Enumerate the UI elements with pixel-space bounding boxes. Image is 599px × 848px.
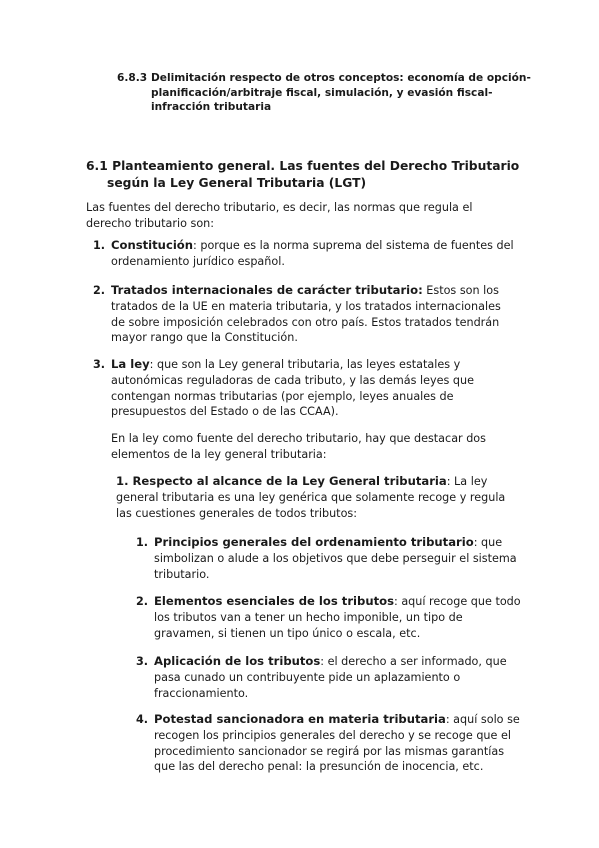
heading-line: según la Ley General Tributaria (LGT) [107, 176, 367, 190]
sub-item-title: Potestad sancionadora en materia tributaria [154, 712, 446, 726]
list-number: 1. [93, 239, 106, 252]
subsection-alcance-lgt [116, 474, 505, 521]
text-line: elementos de la ley general tributaria: [111, 447, 327, 461]
text-line: tratados de la UE en materia tributaria, y los tratados internacionales [111, 299, 501, 313]
text-line: : que son la Ley general tributaria, las leyes estatales y [149, 358, 461, 371]
text-line: que las del derecho penal: la presunción de inocencia, etc. [154, 760, 484, 774]
text-line: de sobre imposición celebrados con otro país. Estos tratados tendrán [111, 315, 500, 329]
sub-item-title: Principios generales del ordenamiento tributario [154, 535, 474, 549]
text-line: derecho tributario son: [86, 216, 215, 230]
text-line: presupuestos del Estado o de las CCAA). [111, 405, 339, 419]
text-line: contengan normas tributarias (por ejemplo, leyes anuales de [111, 389, 454, 403]
text-line: las cuestiones generales de todos tributos: [116, 506, 358, 520]
section-6-8-3-heading [117, 71, 531, 115]
text-line: ordenamiento jurídico español. [111, 254, 285, 268]
list-item-title: La ley [111, 357, 150, 371]
text-line: general tributaria es una ley genérica que solamente recoge y regula [116, 490, 506, 504]
heading-line: Delimitación respecto de otros conceptos: economía de opción- [151, 72, 531, 84]
subsection-title: 1. Respecto al alcance de la Ley General tributaria [116, 474, 447, 488]
section-6-1-heading [86, 158, 526, 192]
heading-line: planificación/arbitraje fiscal, simulación, y evasión fiscal- [151, 86, 493, 99]
intro-paragraph [86, 200, 472, 232]
list-number: 1. [136, 536, 149, 549]
sub-item-elementos [136, 594, 521, 641]
sub-item-title: Elementos esenciales de los tributos [154, 594, 394, 608]
list-item-constitucion [93, 238, 514, 270]
list-item-title: Tratados internacionales de carácter tributario: [111, 283, 423, 297]
list-number: 2. [136, 595, 149, 608]
sub-item-aplicacion [136, 654, 507, 701]
list-item-tratados [93, 283, 501, 346]
text-line: mayor rango que la Constitución. [111, 331, 298, 345]
text-line: tributario. [154, 567, 210, 581]
heading-line: 6.1 Planteamiento general. Las fuentes del Derecho Tributario [86, 159, 520, 173]
sub-item-potestad [136, 712, 520, 775]
text-line: : que [473, 536, 503, 549]
text-line: : aquí solo se [445, 713, 520, 726]
list-number: 3. [93, 358, 106, 371]
text-line: Las fuentes del derecho tributario, es decir, las normas que regula el [86, 201, 473, 214]
list-number: 3. [136, 655, 149, 668]
list-item-ley [93, 357, 474, 420]
ley-paragraph [111, 431, 486, 463]
text-line: pasa cunado un contribuyente pide un aplazamiento o [154, 670, 461, 684]
text-line: simbolizan o alude a los objetivos que debe perseguir el sistema [154, 551, 517, 565]
text-line: : el derecho a ser informado, que [320, 655, 507, 668]
text-line: En la ley como fuente del derecho tributario, hay que destacar dos [111, 432, 486, 445]
list-number: 2. [93, 284, 106, 297]
sub-item-principios [136, 535, 517, 582]
text-line: procedimiento sancionador se regirá por las mismas garantías [154, 744, 505, 758]
list-item-title: Constitución [111, 238, 194, 252]
text-line: fraccionamiento. [154, 686, 249, 700]
text-line: recogen los principios generales del derecho y se recoge que el [154, 728, 511, 742]
text-line: los tributos van a tener un hecho imponible, un tipo de [154, 610, 463, 624]
sub-item-title: Aplicación de los tributos [154, 654, 321, 668]
text-line: Estos son los [422, 284, 499, 297]
text-line: : La ley [446, 475, 488, 488]
section-number: 6.8.3 [117, 72, 148, 84]
text-line: : aquí recoge que todo [394, 595, 521, 608]
text-line: autonómicas reguladoras de cada tributo, y las demás leyes que [111, 373, 474, 387]
text-line: : porque es la norma suprema del sistema de fuentes del [193, 239, 514, 252]
heading-line: infracción tributaria [151, 101, 272, 114]
text-line: gravamen, si tienen un tipo único o escala, etc. [154, 626, 421, 640]
list-number: 4. [136, 713, 149, 726]
